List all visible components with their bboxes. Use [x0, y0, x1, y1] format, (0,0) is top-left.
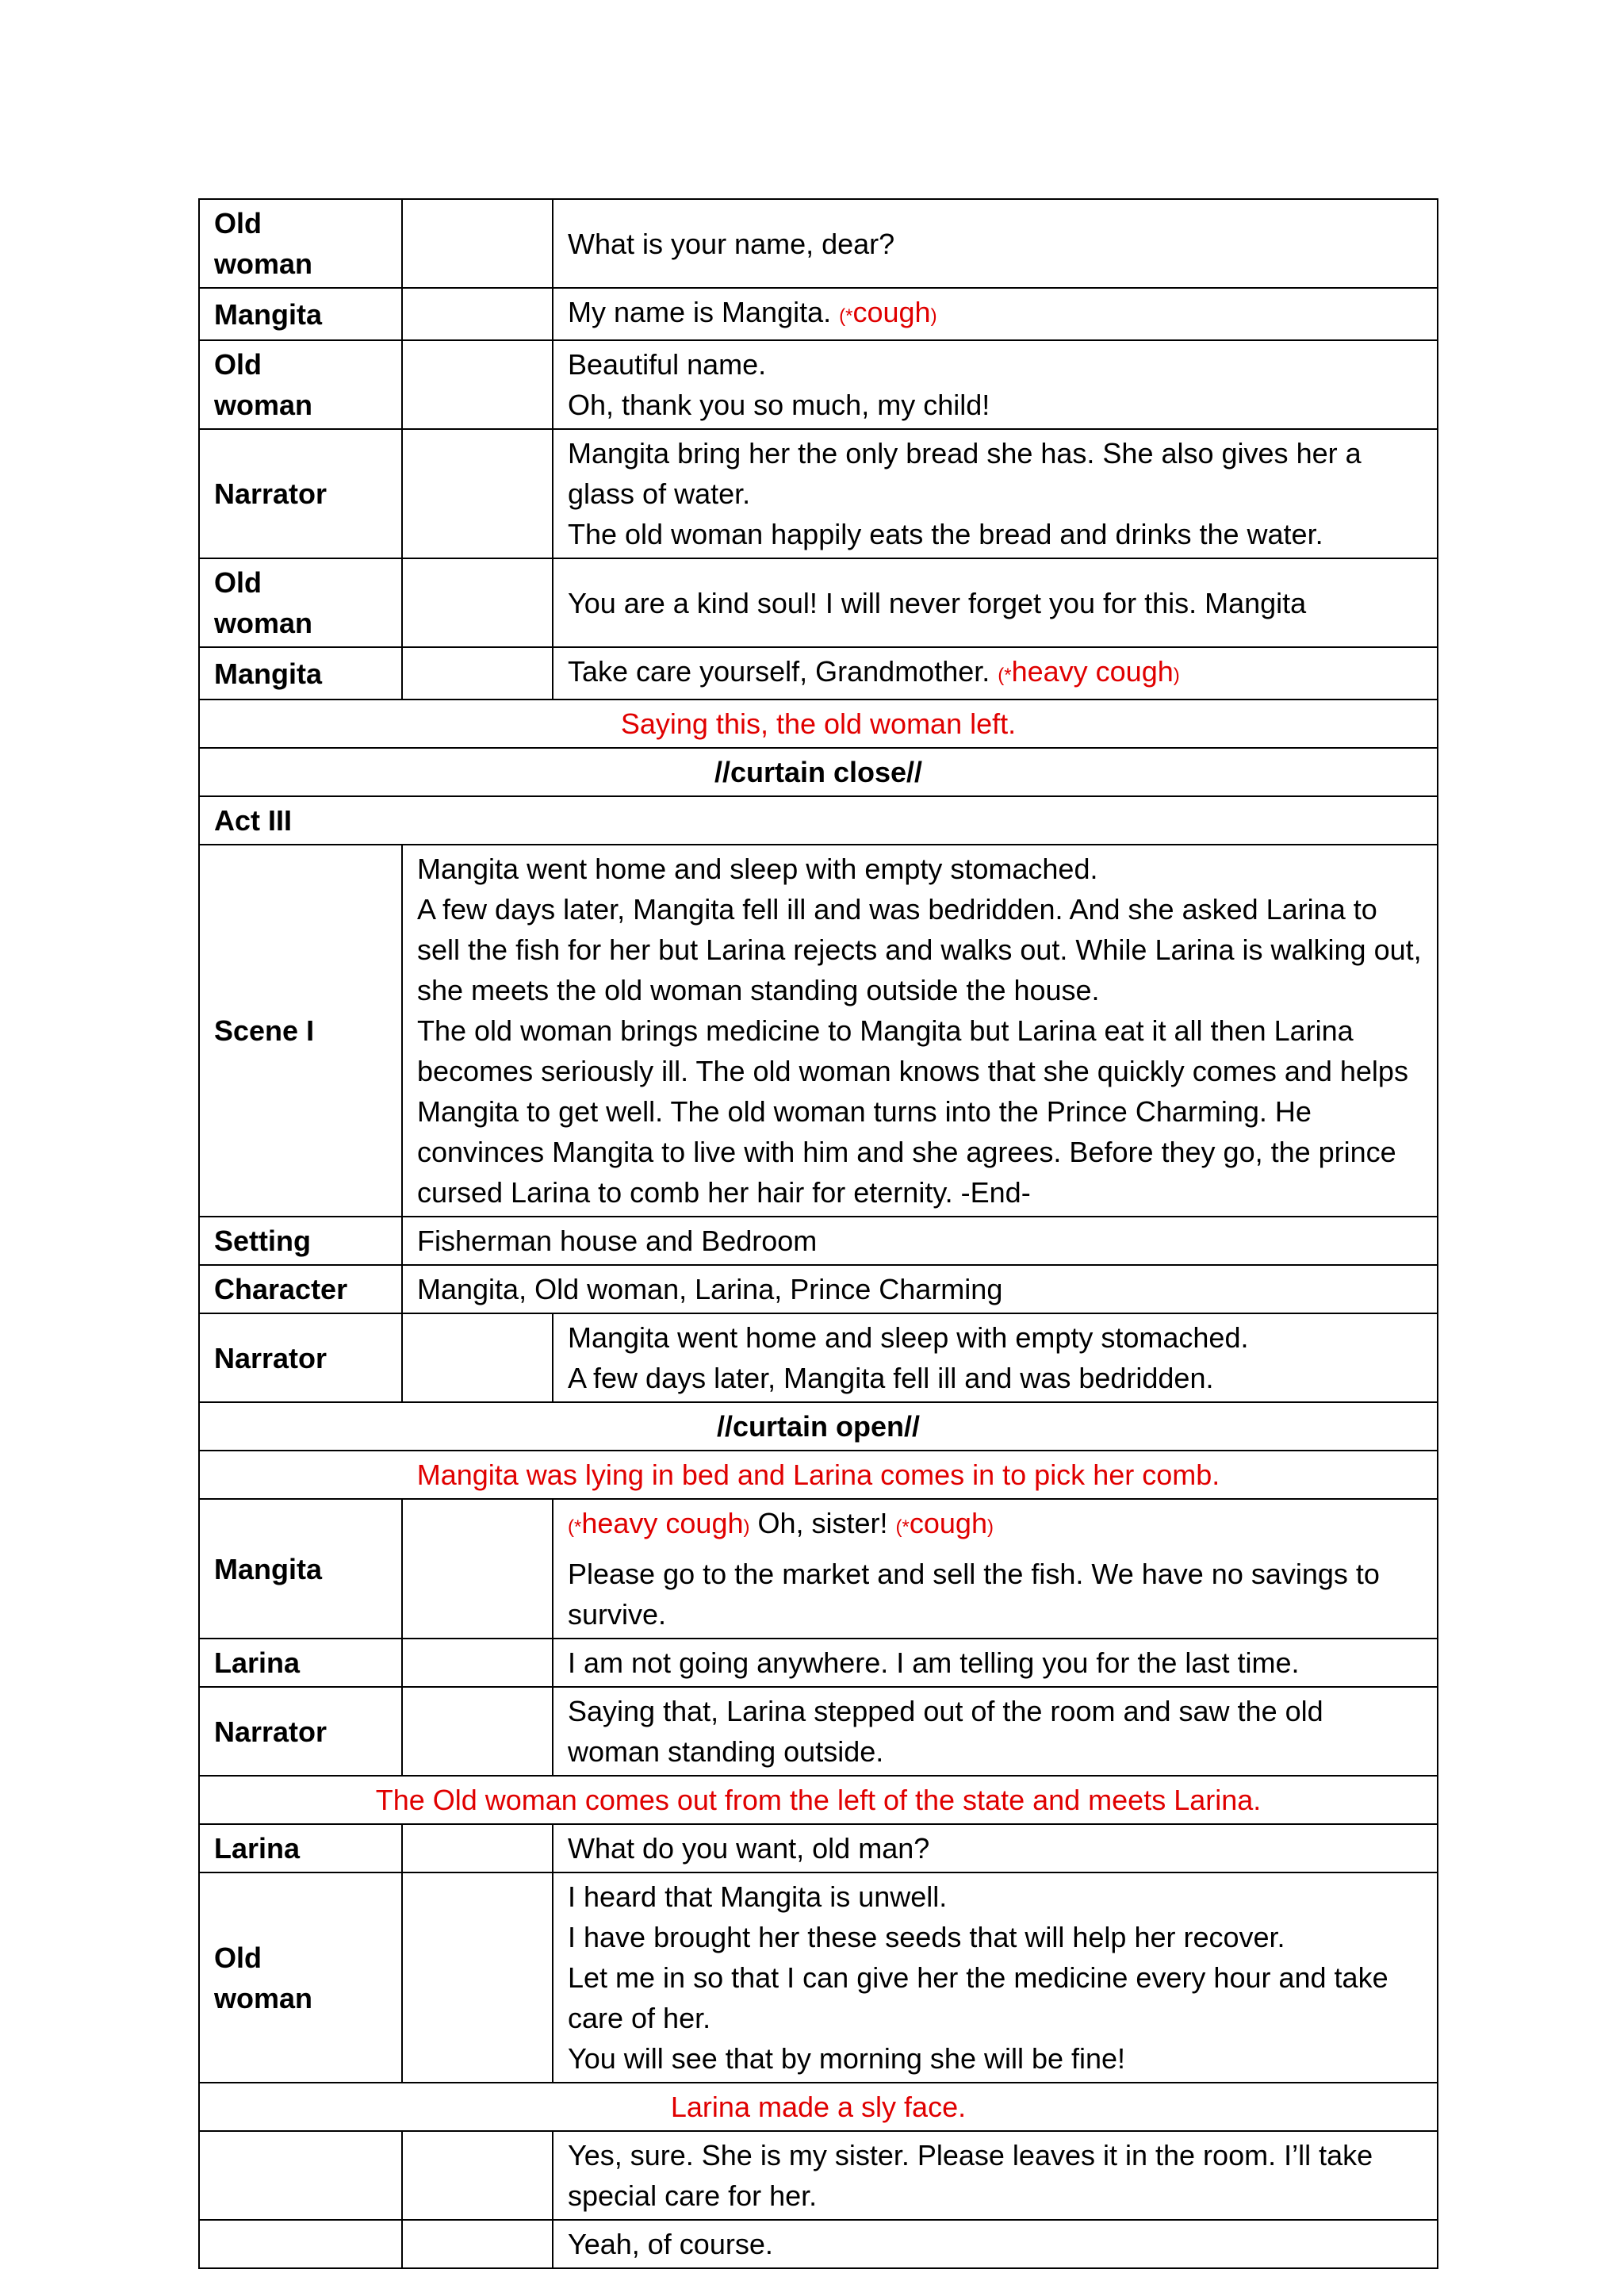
scene-summary: Mangita went home and sleep with empty stomached. A few days later, Mangita fell ill and was bedridden. And she asked Larina to sell the fish for her but Larina rejects and walks out. While Larina is walking out, she meets the old woman standing outside the house. The old woman brings medicine to Mangita but Larina eat it all then Larina becomes seriously ill. The old woman knows that she quickly comes and helps Mangita to get well. The old woman turns into the Prince Charming. He convinces Mangita to live with him and she agrees. Before they go, the prince cursed Larina to comb her hair for eternity. -End- [402, 845, 1438, 1217]
setting-label: Setting [199, 1217, 402, 1265]
table-row [199, 1313, 1438, 1402]
empty-cell [402, 1824, 553, 1872]
table-row [199, 845, 1438, 1217]
stage-cue: cough [852, 296, 931, 328]
empty-cell [402, 2131, 553, 2220]
stage-cue: heavy cough [1011, 655, 1174, 688]
empty-cell [402, 1872, 553, 2083]
dialogue-cell: Saying that, Larina stepped out of the room and saw the old woman standing outside. [553, 1687, 1438, 1776]
character-value: Mangita, Old woman, Larina, Prince Charming [402, 1265, 1438, 1313]
table-row [199, 558, 1438, 647]
stage-cue: cough [909, 1507, 987, 1539]
table-row [199, 1687, 1438, 1776]
table-row [199, 1776, 1438, 1824]
stage-direction: Mangita was lying in bed and Larina comes in to pick her comb. [199, 1451, 1438, 1499]
speaker-cell: Old woman [199, 340, 402, 429]
speaker-cell: Mangita [199, 647, 402, 700]
curtain-cue: //curtain open// [199, 1402, 1438, 1451]
setting-value: Fisherman house and Bedroom [402, 1217, 1438, 1265]
dialogue-cell: What do you want, old man? [553, 1824, 1438, 1872]
scene-label: Scene I [199, 845, 402, 1217]
stage-cue: heavy cough [581, 1507, 744, 1539]
speaker-cell: Narrator [199, 1687, 402, 1776]
empty-cell [402, 199, 553, 288]
empty-cell [402, 1499, 553, 1639]
dialogue-cell: Beautiful name. Oh, thank you so much, my child! [553, 340, 1438, 429]
dialogue-cell: What is your name, dear? [553, 199, 1438, 288]
speaker-cell: Larina [199, 1824, 402, 1872]
empty-cell [402, 558, 553, 647]
character-label: Character [199, 1265, 402, 1313]
empty-cell [402, 1313, 553, 1402]
empty-cell [402, 288, 553, 340]
table-row [199, 2131, 1438, 2220]
table-row [199, 340, 1438, 429]
speaker-cell: Old woman [199, 199, 402, 288]
dialogue-cell: Take care yourself, Grandmother. (*heavy cough) [553, 647, 1438, 700]
speaker-cell: Narrator [199, 429, 402, 558]
table-row [199, 647, 1438, 700]
speaker-cell: Mangita [199, 1499, 402, 1639]
table-row [199, 288, 1438, 340]
speaker-cell: Old woman [199, 558, 402, 647]
act-heading: Act III [199, 796, 1438, 845]
stage-direction: The Old woman comes out from the left of the state and meets Larina. [199, 1776, 1438, 1824]
speaker-cell: Old woman [199, 1872, 402, 2083]
script-table [198, 198, 1438, 2269]
empty-cell [402, 1687, 553, 1776]
dialogue-cell: I am not going anywhere. I am telling you for the last time. [553, 1639, 1438, 1687]
stage-direction: Saying this, the old woman left. [199, 700, 1438, 748]
empty-cell [402, 429, 553, 558]
dialogue-cell: Mangita went home and sleep with empty stomached. A few days later, Mangita fell ill and was bedridden. [553, 1313, 1438, 1402]
dialogue-cell: (*heavy cough) Oh, sister! (*cough) Please go to the market and sell the fish. We have no savings to survive. [553, 1499, 1438, 1639]
speaker-cell: Narrator [199, 1313, 402, 1402]
table-row [199, 1824, 1438, 1872]
dialogue-cell: My name is Mangita. (*cough) [553, 288, 1438, 340]
table-row [199, 2220, 1438, 2268]
stage-direction: Larina made a sly face. [199, 2083, 1438, 2131]
table-row [199, 1499, 1438, 1639]
table-row [199, 748, 1438, 796]
table-row [199, 796, 1438, 845]
table-row [199, 1451, 1438, 1499]
table-row [199, 700, 1438, 748]
table-row [199, 429, 1438, 558]
empty-cell [402, 340, 553, 429]
table-row [199, 2083, 1438, 2131]
empty-cell [402, 1639, 553, 1687]
dialogue-cell: Yes, sure. She is my sister. Please leaves it in the room. I’ll take special care for her. [553, 2131, 1438, 2220]
table-row [199, 1402, 1438, 1451]
dialogue-cell: Yeah, of course. [553, 2220, 1438, 2268]
table-row [199, 1265, 1438, 1313]
empty-cell [402, 647, 553, 700]
speaker-cell [199, 2220, 402, 2268]
table-row [199, 199, 1438, 288]
table-row [199, 1639, 1438, 1687]
dialogue-cell: You are a kind soul! I will never forget you for this. Mangita [553, 558, 1438, 647]
table-row [199, 1872, 1438, 2083]
speaker-cell [199, 2131, 402, 2220]
dialogue-cell: Mangita bring her the only bread she has. She also gives her a glass of water. The old woman happily eats the bread and drinks the water. [553, 429, 1438, 558]
table-row [199, 1217, 1438, 1265]
speaker-cell: Larina [199, 1639, 402, 1687]
speaker-cell: Mangita [199, 288, 402, 340]
empty-cell [402, 2220, 553, 2268]
dialogue-cell: I heard that Mangita is unwell. I have brought her these seeds that will help her recover. Let me in so that I can give her the medicine every hour and take care of her. You will see that by morning she will be fine! [553, 1872, 1438, 2083]
curtain-cue: //curtain close// [199, 748, 1438, 796]
